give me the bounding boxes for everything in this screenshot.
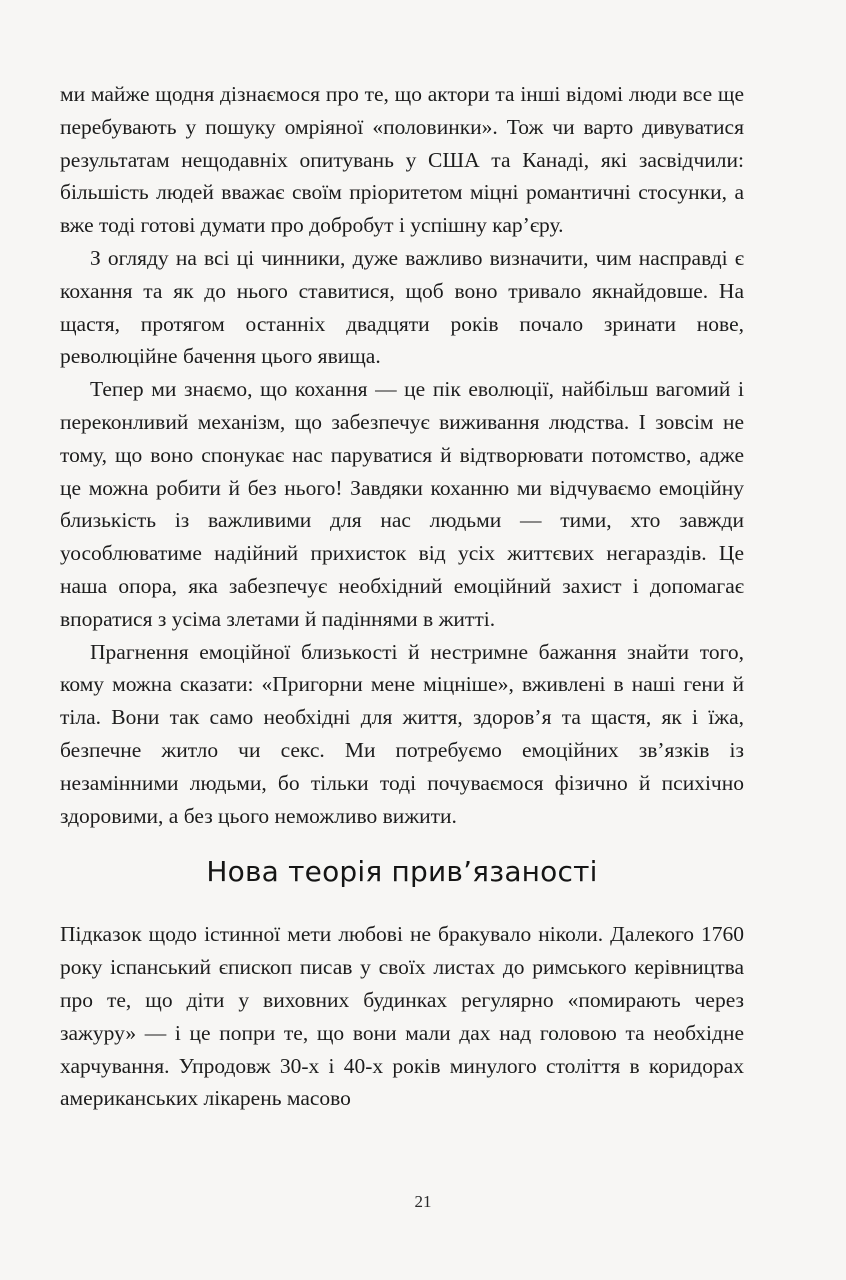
- paragraph-1: ми майже щодня дізнаємося про те, що актори та інші відомі люди все ще перебувають у пошуку омріяної «половинки». Тож чи варто дивуватися результатам нещодавніх опитувань у США та Канаді, які засвідчили: більшість людей вважає своїм пріоритетом міцні романтичні стосунки, а вже тоді готові думати про добробут і успішну кар’єру.: [60, 82, 744, 238]
- page-number: 21: [414, 1192, 432, 1211]
- paragraph-3: Тепер ми знаємо, що кохання — це пік еволюції, найбільш вагомий і переконливий механізм, що забезпечує виживання людства. І зовсім не тому, що воно спонукає нас паруватися й відтворювати потомство, адже це можна робити й без нього! Завдяки коханню ми відчуваємо емоційну близькість із важливими для нас людьми — тими, хто завжди уособлюватиме надійний прихисток від усіх життєвих негараздів. Це наша опора, яка забезпечує необхідний емоційний захист і допомагає впоратися з усіма злетами й падіннями в житті.: [60, 377, 744, 631]
- paragraph-2: З огляду на всі ці чинники, дуже важливо визначити, чим насправді є кохання та як до нього ставитися, щоб воно тривало якнайдовше. На щастя, протягом останніх двадцяти років почало зринати нове, революційне бачення цього явища.: [60, 245, 744, 369]
- book-page: [60, 78, 744, 1115]
- paragraph-4: Прагнення емоційної близькості й нестримне бажання знайти того, кому можна сказати: «Пригорни мене міцніше», вживлені в наші гени й тіла. Вони так само необхідні для життя, здоров’я та щастя, як і їжа, безпечне житло чи секс. Ми потребуємо емоційних зв’язків із незамінними людьми, бо тільки тоді почуваємося фізично й психічно здоровими, а без цього неможливо вижити.: [60, 639, 744, 828]
- section-heading: Нова теорія прив’язаності: [206, 855, 598, 889]
- paragraph-5: Підказок щодо істинної мети любові не бракувало ніколи. Далекого 1760 року іспанський єпископ писав у своїх листах до римського керівництва про те, що діти у виховних будинках регулярно «помирають через зажуру» — і це попри те, що вони мали дах над головою та необхідне харчування. Упродовж 30-х і 40-х років минулого століття в коридорах американських лікарень масово: [60, 922, 744, 1111]
